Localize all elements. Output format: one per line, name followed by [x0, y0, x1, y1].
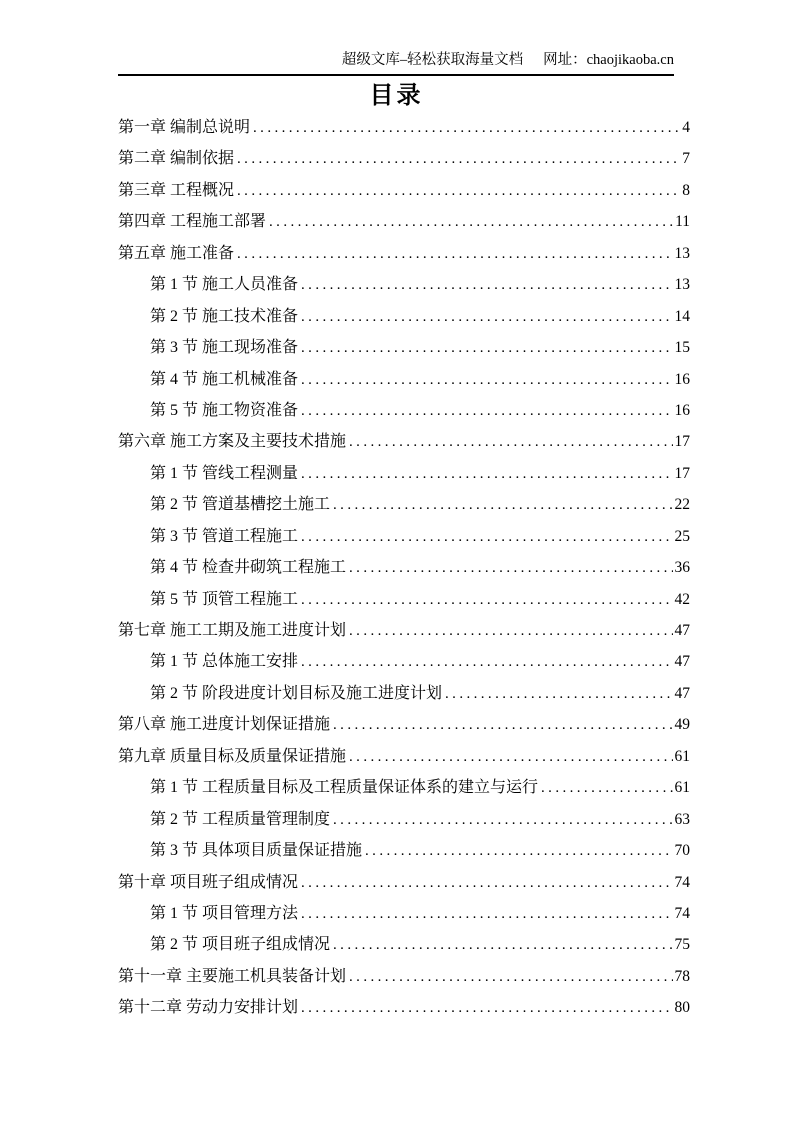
toc-row[interactable] [118, 617, 690, 648]
toc-page-number: 13 [674, 244, 690, 262]
toc-row[interactable] [118, 586, 690, 617]
toc-dot-leader [333, 811, 672, 829]
toc-page-number: 17 [674, 464, 690, 482]
toc-row[interactable] [118, 680, 690, 711]
toc-page-number: 49 [674, 716, 690, 734]
toc-entry-label: 第 2 节 施工技术准备 [150, 307, 299, 325]
toc-entry-label: 第 4 节 检查井砌筑工程施工 [150, 559, 347, 577]
toc-page-number: 61 [674, 779, 690, 797]
toc-entry-label: 第 4 节 施工机械准备 [150, 370, 299, 388]
toc-dot-leader [365, 842, 672, 860]
toc-dot-leader [301, 402, 672, 420]
toc-entry-label: 第 5 节 顶管工程施工 [150, 590, 299, 608]
toc-page-number: 17 [674, 433, 690, 451]
toc-entry-label: 第五章 施工准备 [118, 244, 235, 262]
toc-entry-label: 第三章 工程概况 [118, 181, 235, 199]
toc-row[interactable] [118, 837, 690, 868]
toc-row[interactable] [118, 366, 690, 397]
toc-page-number: 47 [674, 653, 690, 671]
toc-entry-label: 第 3 节 施工现场准备 [150, 339, 299, 357]
toc-row[interactable] [118, 900, 690, 931]
toc-page-number: 4 [682, 119, 690, 136]
header-brand-text: 超级文库–轻松获取海量文档 [341, 52, 524, 68]
toc-entry-label: 第 2 节 项目班子组成情况 [150, 936, 331, 954]
toc-dot-leader [333, 496, 672, 514]
toc-entry-label: 第九章 质量目标及质量保证措施 [118, 747, 347, 765]
toc-list [118, 114, 690, 1026]
toc-page-number: 16 [674, 401, 690, 419]
toc-row[interactable] [118, 428, 690, 459]
toc-row[interactable] [118, 806, 690, 837]
toc-dot-leader [349, 559, 672, 577]
toc-dot-leader [301, 465, 672, 483]
toc-entry-label: 第 1 节 项目管理方法 [150, 904, 299, 922]
toc-entry-label: 第 3 节 具体项目质量保证措施 [150, 842, 363, 860]
toc-page-number: 7 [682, 150, 690, 168]
toc-entry-label: 第一章 编制总说明 [118, 119, 251, 136]
toc-entry-label: 第 3 节 管道工程施工 [150, 527, 299, 545]
toc-dot-leader [333, 716, 672, 734]
toc-page-number: 47 [674, 622, 690, 639]
toc-row[interactable] [118, 460, 690, 491]
toc-dot-leader [301, 339, 672, 357]
toc-dot-leader [301, 591, 672, 609]
page-header [118, 50, 674, 76]
toc-entry-label: 第 2 节 工程质量管理制度 [150, 810, 331, 828]
toc-page-number: 25 [674, 527, 690, 545]
toc-dot-leader [301, 308, 672, 326]
toc-page-number: 74 [674, 873, 690, 891]
toc-page-number: 15 [674, 339, 690, 357]
toc-entry-label: 第 2 节 管道基槽挖土施工 [150, 496, 331, 514]
toc-entry-label: 第 1 节 总体施工安排 [150, 653, 299, 671]
toc-row[interactable] [118, 491, 690, 522]
toc-page-number: 63 [674, 810, 690, 828]
toc-page-number: 22 [674, 496, 690, 514]
toc-page-number: 75 [674, 936, 690, 954]
toc-entry-label: 第十二章 劳动力安排计划 [118, 999, 299, 1017]
toc-dot-leader [301, 874, 672, 892]
toc-entry-label: 第十章 项目班子组成情况 [118, 873, 299, 891]
toc-row[interactable] [118, 240, 690, 271]
toc-page-number: 13 [674, 276, 690, 294]
toc-row[interactable] [118, 743, 690, 774]
toc-entry-label: 第 2 节 阶段进度计划目标及施工进度计划 [150, 684, 443, 702]
toc-page-number: 42 [674, 590, 690, 608]
toc-page-number: 78 [674, 967, 690, 985]
toc-entry-label: 第 1 节 管线工程测量 [150, 464, 299, 482]
toc-entry-label: 第四章 工程施工部署 [118, 213, 267, 231]
toc-dot-leader [237, 245, 672, 263]
toc-dot-leader [349, 622, 672, 640]
toc-page-number: 74 [674, 904, 690, 922]
toc-dot-leader [333, 936, 672, 954]
toc-row[interactable] [118, 397, 690, 428]
toc-dot-leader [301, 653, 672, 671]
toc-row[interactable] [118, 114, 690, 145]
toc-page-number: 36 [674, 559, 690, 577]
toc-row[interactable] [118, 774, 690, 805]
toc-row[interactable] [118, 303, 690, 334]
toc-row[interactable] [118, 711, 690, 742]
toc-dot-leader [301, 528, 672, 546]
toc-row[interactable] [118, 963, 690, 994]
toc-row[interactable] [118, 208, 690, 239]
toc-entry-label: 第 5 节 施工物资准备 [150, 401, 299, 419]
toc-dot-leader [301, 371, 672, 389]
toc-dot-leader [253, 119, 680, 137]
toc-dot-leader [301, 999, 672, 1017]
toc-entry-label: 第十一章 主要施工机具装备计划 [118, 967, 347, 985]
toc-entry-label: 第八章 施工进度计划保证措施 [118, 716, 331, 734]
toc-dot-leader [349, 433, 672, 451]
toc-page-number: 47 [674, 684, 690, 702]
doc-title: 目录 [369, 83, 424, 109]
toc-entry-label: 第 1 节 工程质量目标及工程质量保证体系的建立与运行 [150, 779, 539, 797]
toc-page-number: 11 [675, 213, 690, 231]
toc-row[interactable] [118, 271, 690, 302]
toc-page-number: 80 [674, 999, 690, 1017]
toc-dot-leader [541, 779, 672, 797]
toc-dot-leader [349, 968, 672, 986]
toc-dot-leader [445, 685, 672, 703]
toc-row[interactable] [118, 334, 690, 365]
toc-dot-leader [349, 748, 672, 766]
toc-page-number: 8 [682, 181, 690, 199]
toc-entry-label: 第 1 节 施工人员准备 [150, 276, 299, 294]
toc-dot-leader [269, 213, 673, 231]
toc-dot-leader [301, 276, 672, 294]
toc-page-number: 70 [674, 842, 690, 860]
toc-entry-label: 第二章 编制依据 [118, 150, 235, 168]
toc-page-number: 61 [674, 747, 690, 765]
toc-row[interactable] [118, 994, 690, 1025]
toc-entry-label: 第六章 施工方案及主要技术措施 [118, 433, 347, 451]
toc-row[interactable] [118, 869, 690, 900]
toc-dot-leader [301, 905, 672, 923]
toc-page-number: 14 [674, 307, 690, 325]
toc-row[interactable] [118, 177, 690, 208]
toc-dot-leader [237, 150, 680, 168]
toc-row[interactable] [118, 145, 690, 176]
toc-row[interactable] [118, 648, 690, 679]
toc-page-number: 16 [674, 370, 690, 388]
header-url-text: 网址：chaojikaoba.cn [543, 52, 674, 68]
toc-row[interactable] [118, 523, 690, 554]
toc-row[interactable] [118, 554, 690, 585]
toc-dot-leader [237, 182, 680, 200]
toc-row[interactable] [118, 931, 690, 962]
toc-entry-label: 第七章 施工工期及施工进度计划 [118, 622, 347, 639]
